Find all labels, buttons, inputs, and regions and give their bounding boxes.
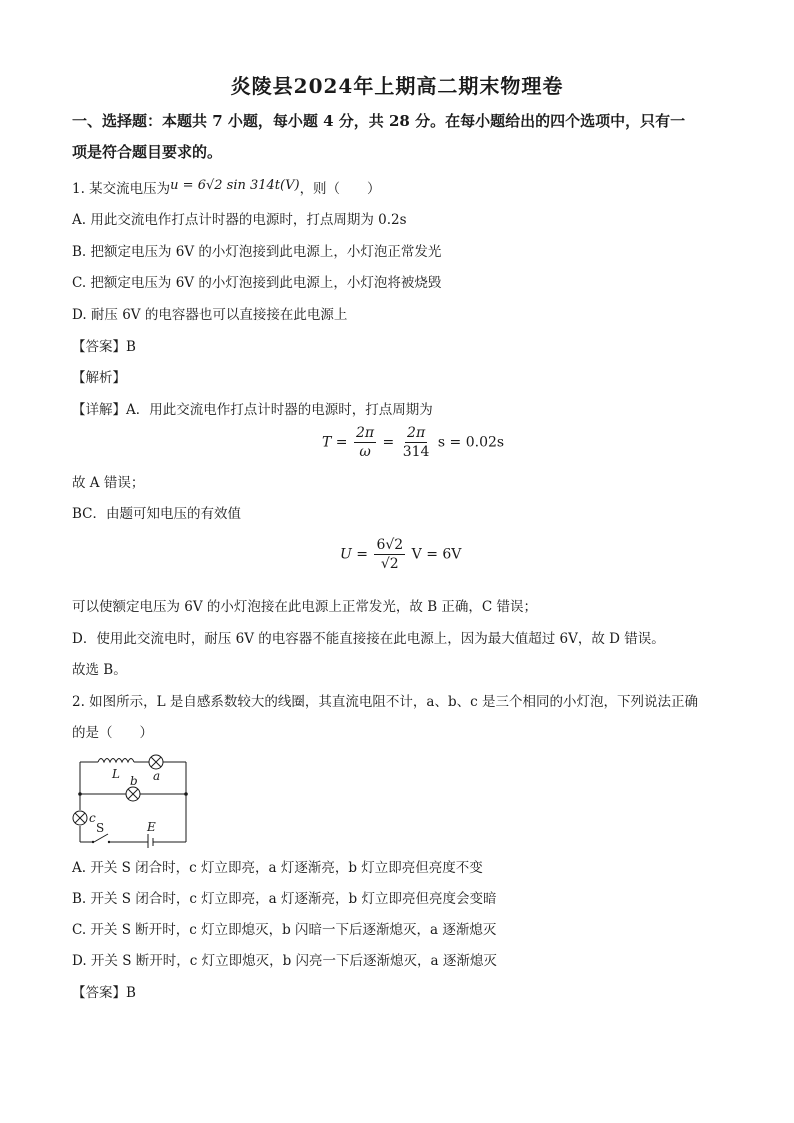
q2-option-d: D. 开关 S 断开时，c 灯立即熄灭，b 闪亮一下后逐渐熄灭，a 逐渐熄灭 [72,953,497,969]
page-title: 炎陵县2024年上期高二期末物理卷 [230,74,564,98]
junction-right [184,792,188,796]
label-a: a [153,769,161,783]
q2-option-c: C. 开关 S 断开时，c 灯立即熄灭，b 闪暗一下后逐渐熄灭，a 逐渐熄灭 [72,922,497,938]
q1-option-d: D. 耐压 6V 的电容器也可以直接接在此电源上 [72,307,348,323]
eq1-f1-den: ω [359,444,371,460]
q2-answer: 【答案】B [72,985,136,1001]
eq2-rhs: V = 6V [411,546,462,563]
eq1-fraction-1 [354,424,376,461]
q1-a-wrong: 故 A 错误； [72,475,145,491]
q1-stem-formula: u = 6√2 sin 314t(V) [170,178,300,193]
eq2-num: 6√2 [376,537,404,553]
q1-analysis-label: 【解析】 [72,370,126,386]
eq2-fraction [374,536,405,573]
eq1-f1-num: 2π [355,425,375,441]
q1-stem-suffix: ，则（ ） [299,181,381,197]
eq1-rhs: s = 0.02s [437,434,505,451]
q1-equation-rms [340,536,461,573]
circuit-diagram [72,752,192,848]
q1-d-explanation: D．使用此交流电时，耐压 6V 的电容器不能直接接在此电源上，因为最大值超过 6V，故 D 错误。 [72,631,665,647]
q1-stem [72,180,381,199]
q2-stem-line2: 的是（ ） [72,725,153,741]
label-c: c [89,811,96,825]
q1-option-a: A. 用此交流电作打点计时器的电源时，打点周期为 0.2s [72,212,407,228]
q1-detail: 【详解】A．用此交流电作打点计时器的电源时，打点周期为 [72,402,433,418]
label-E: E [147,820,156,834]
q2-option-b: B. 开关 S 闭合时，c 灯立即亮，a 灯逐渐亮，b 灯立即亮但亮度会变暗 [72,891,497,907]
q2-stem-line1: 2. 如图所示，L 是自感系数较大的线圈，其直流电阻不计，a、b、c 是三个相同的小灯泡，下列说法正确 [72,694,698,710]
section-heading-line2: 项是符合题目要求的。 [72,143,223,161]
eq1-f2-num: 2π [407,425,426,441]
inductor-coil [98,759,134,763]
eq2-den: √2 [380,556,399,572]
eq1-fraction-2 [401,424,432,461]
label-S: S [96,821,105,835]
junction-left [78,792,82,796]
q1-choose: 故选 B。 [72,662,127,678]
q1-bc-conclusion: 可以使额定电压为 6V 的小灯泡接在此电源上正常发光，故 B 正确，C 错误； [72,599,538,615]
q2-option-a: A. 开关 S 闭合时，c 灯立即亮，a 灯逐渐亮，b 灯立即亮但亮度不变 [72,860,483,876]
eq1-f2-den: 314 [402,444,430,460]
q1-option-c: C. 把额定电压为 6V 的小灯泡接到此电源上，小灯泡将被烧毁 [72,275,442,291]
label-L: L [112,767,120,781]
switch-s-blade [94,834,108,842]
section-heading-line1: 一、选择题：本题共 7 小题，每小题 4 分，共 28 分。在每小题给出的四个选项中，只有一 [72,112,686,130]
eq1-equals: = [382,434,395,451]
label-b: b [130,774,138,788]
q1-bc-intro: BC．由题可知电压的有效值 [72,506,242,522]
q1-equation-period [322,424,504,461]
eq1-lhs: T = [322,434,348,451]
q1-answer: 【答案】B [72,339,136,355]
q1-option-b: B. 把额定电压为 6V 的小灯泡接到此电源上，小灯泡正常发光 [72,244,442,260]
eq2-lhs: U = [340,546,368,563]
q1-stem-prefix: 1. 某交流电压为 [72,181,171,197]
